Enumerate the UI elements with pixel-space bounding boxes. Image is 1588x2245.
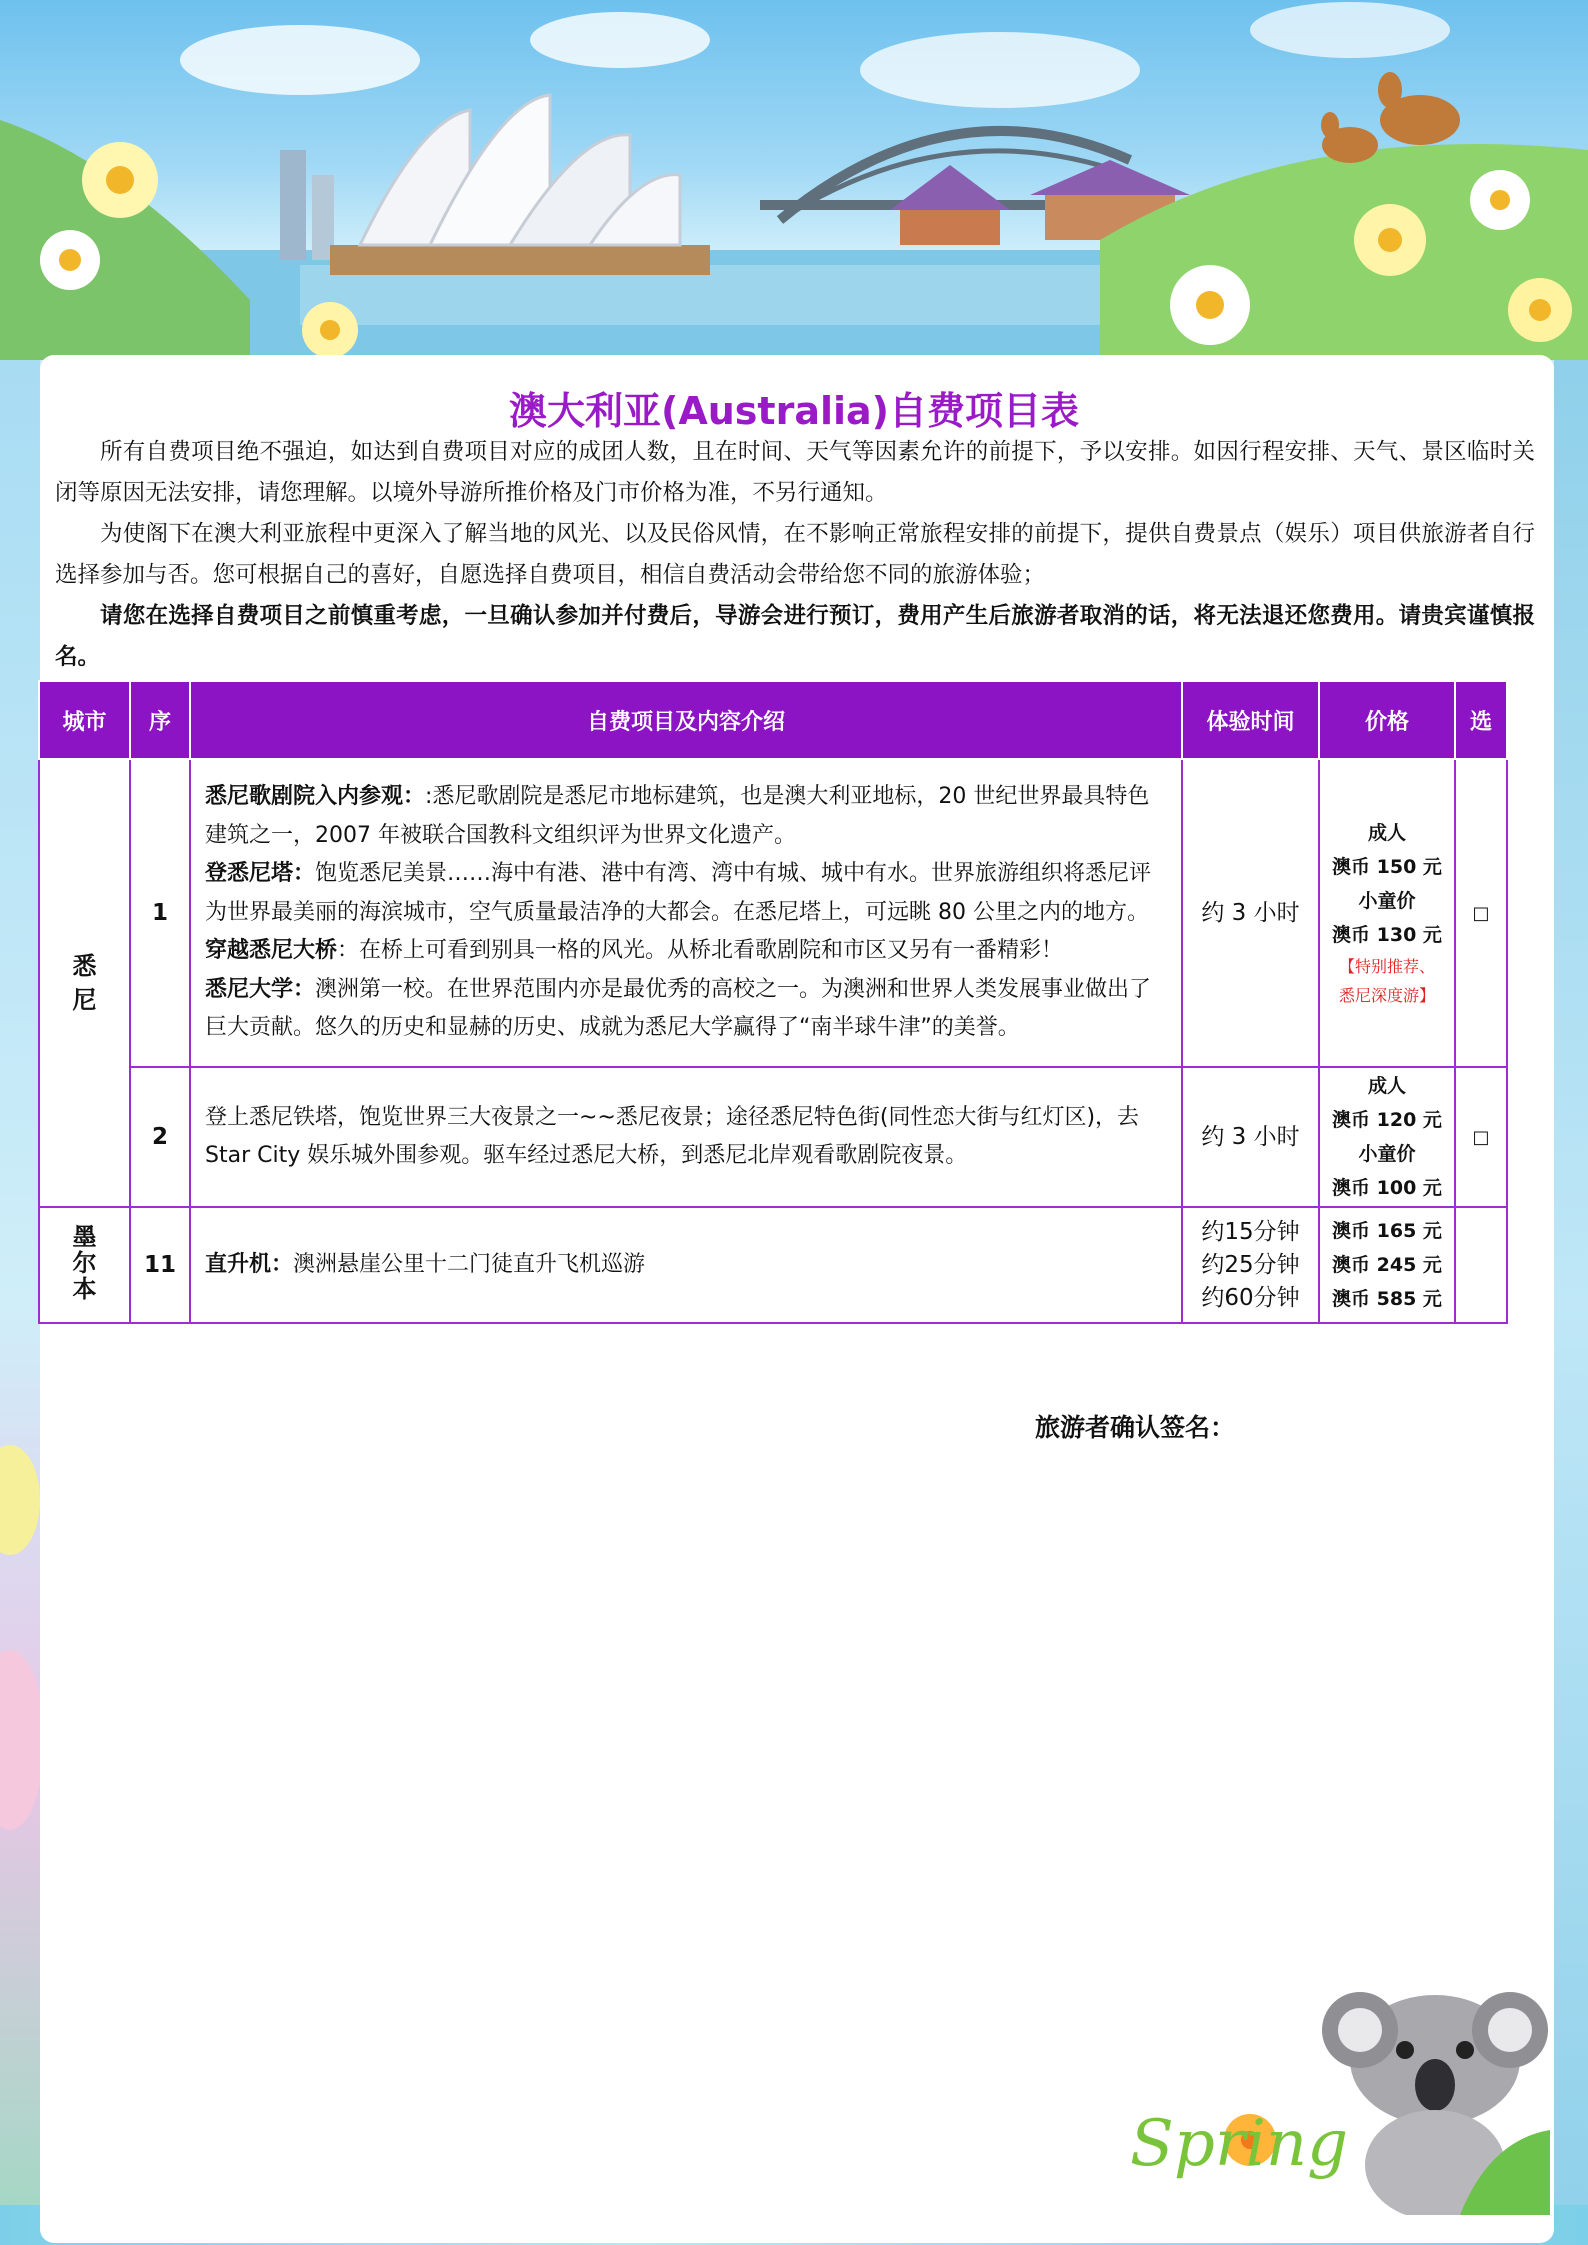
duration-option: 约25分钟	[1201, 1251, 1300, 1278]
banner-illustration	[0, 0, 1588, 360]
table-row	[39, 1207, 1507, 1323]
signature-label: 旅游者确认签名：	[1035, 1413, 1236, 1442]
seq-cell: 2	[130, 1067, 190, 1207]
content-cell: 登上悉尼铁塔，饱览世界三大夜景之一~~悉尼夜景；途径悉尼特色街(同性恋大街与红灯区)，去 Star City 娱乐城外围参观。驱车经过悉尼大桥，到悉尼北岸观看歌剧院夜景。	[190, 1067, 1182, 1207]
fee-table	[38, 680, 1508, 1324]
header-city: 城市	[39, 681, 130, 759]
content-cell	[190, 759, 1182, 1067]
intro-text	[55, 432, 1535, 678]
price-option: 澳币 245 元	[1332, 1254, 1442, 1276]
price-child: 澳币 130 元	[1332, 924, 1442, 946]
duration-cell	[1182, 1207, 1319, 1323]
price-child-label: 小童价	[1358, 890, 1416, 912]
content-cell	[190, 1207, 1182, 1323]
intro-paragraph-warning: 请您在选择自费项目之前慎重考虑，一旦确认参加并付费后，导游会进行预订，费用产生后旅游者取消的话，将无法退还您费用。请贵宾谨慎报名。	[55, 603, 1535, 670]
flower-icon	[0, 1420, 40, 1920]
item-text: ：在桥上可看到别具一格的风光。从桥北看歌剧院和市区又另有一番精彩！	[337, 938, 1064, 964]
price-note-line-1: 【特别推荐、	[1338, 957, 1435, 976]
duration-cell: 约 3 小时	[1182, 759, 1319, 1067]
item-text: 饱览悉尼美景……海中有港、港中有湾、湾中有城、城中有水。世界旅游组织将悉尼评为世界最美丽的海滨城市，空气质量最洁净的大都会。在悉尼塔上，可远眺 80 公里之内的地方。	[205, 861, 1152, 925]
item-name: 悉尼大学：	[205, 976, 316, 1002]
item-text: 澳洲第一校。在世界范围内亦是最优秀的高校之一。为澳洲和世界人类发展事业做出了巨大贡献。悠久的历史和显赫的历史、成就为悉尼大学赢得了“南半球牛津”的美誉。	[205, 976, 1152, 1041]
price-adult: 澳币 150 元	[1332, 856, 1442, 878]
select-checkbox[interactable]: □	[1455, 759, 1507, 1067]
header-duration: 体验时间	[1182, 681, 1319, 759]
seq-cell: 11	[130, 1207, 190, 1323]
header-seq: 序	[130, 681, 190, 759]
item-text: 澳洲悬崖公里十二门徒直升飞机巡游	[293, 1251, 646, 1277]
price-option: 澳币 165 元	[1332, 1220, 1442, 1242]
opera-house-illustration	[330, 95, 710, 275]
price-adult: 澳币 120 元	[1332, 1109, 1442, 1131]
duration-cell: 约 3 小时	[1182, 1067, 1319, 1207]
select-checkbox[interactable]: □	[1455, 1067, 1507, 1207]
price-note-line-2: 悉尼深度游】	[1338, 986, 1435, 1005]
seq-cell: 1	[130, 759, 190, 1067]
duration-option: 约15分钟	[1201, 1218, 1300, 1245]
header-banner	[0, 0, 1588, 360]
city-cell-sydney	[39, 759, 130, 1207]
price-cell	[1319, 1207, 1455, 1323]
item-name: 悉尼歌剧院入内参观：	[205, 784, 426, 810]
table-header-row	[39, 681, 1507, 759]
table-row	[39, 759, 1507, 1067]
table-row	[39, 1067, 1507, 1207]
price-option: 澳币 585 元	[1332, 1288, 1442, 1310]
price-child: 澳币 100 元	[1332, 1177, 1442, 1199]
price-child-label: 小童价	[1358, 1143, 1416, 1165]
price-adult-label: 成人	[1367, 822, 1406, 844]
item-text: :悉尼歌剧院是悉尼市地标建筑，也是澳大利亚地标，20 世纪世界最具特色建筑之一，2007 年被联合国教科文组织评为世界文化遗产。	[205, 784, 1150, 848]
item-opera-house	[205, 778, 1167, 855]
koala-illustration	[1130, 1990, 1550, 2215]
intro-paragraph-1: 所有自费项目绝不强迫，如达到自费项目对应的成团人数，且在时间、天气等因素允许的前提下，予以安排。如因行程安排、天气、景区临时关闭等原因无法安排，请您理解。以境外导游所推价格及门市价格为准，不另行通知。	[55, 439, 1535, 506]
intro-paragraph-2: 为使阁下在澳大利亚旅程中更深入了解当地的风光、以及民俗风情，在不影响正常旅程安排的前提下，提供自费景点（娱乐）项目供旅游者自行选择参加与否。您可根据自己的喜好，自愿选择自费项目，相信自费活动会带给您不同的旅游体验；	[55, 521, 1535, 588]
city-cell-melbourne	[39, 1207, 130, 1323]
city-name: 悉尼	[72, 952, 97, 1014]
item-name: 穿越悉尼大桥	[205, 938, 338, 964]
page-title: 澳大利亚(Australia)自费项目表	[508, 389, 1080, 433]
right-border-decoration	[1554, 360, 1588, 2245]
header-price: 价格	[1319, 681, 1455, 759]
header-select: 选	[1455, 681, 1507, 759]
item-name: 登悉尼塔：	[205, 861, 316, 887]
city-name: 墨尔本	[72, 1223, 97, 1303]
item-harbour-bridge	[205, 932, 1167, 971]
header-content: 自费项目及内容介绍	[190, 681, 1182, 759]
spring-caption: Spring	[1130, 2107, 1349, 2181]
left-border-decoration	[0, 360, 40, 2245]
price-adult-label: 成人	[1367, 1075, 1406, 1097]
item-sydney-university	[205, 971, 1167, 1048]
duration-option: 约60分钟	[1201, 1284, 1300, 1311]
select-checkbox[interactable]	[1455, 1207, 1507, 1323]
item-name: 直升机：	[205, 1251, 294, 1277]
item-sydney-tower	[205, 855, 1167, 932]
price-cell	[1319, 1067, 1455, 1207]
price-cell	[1319, 759, 1455, 1067]
